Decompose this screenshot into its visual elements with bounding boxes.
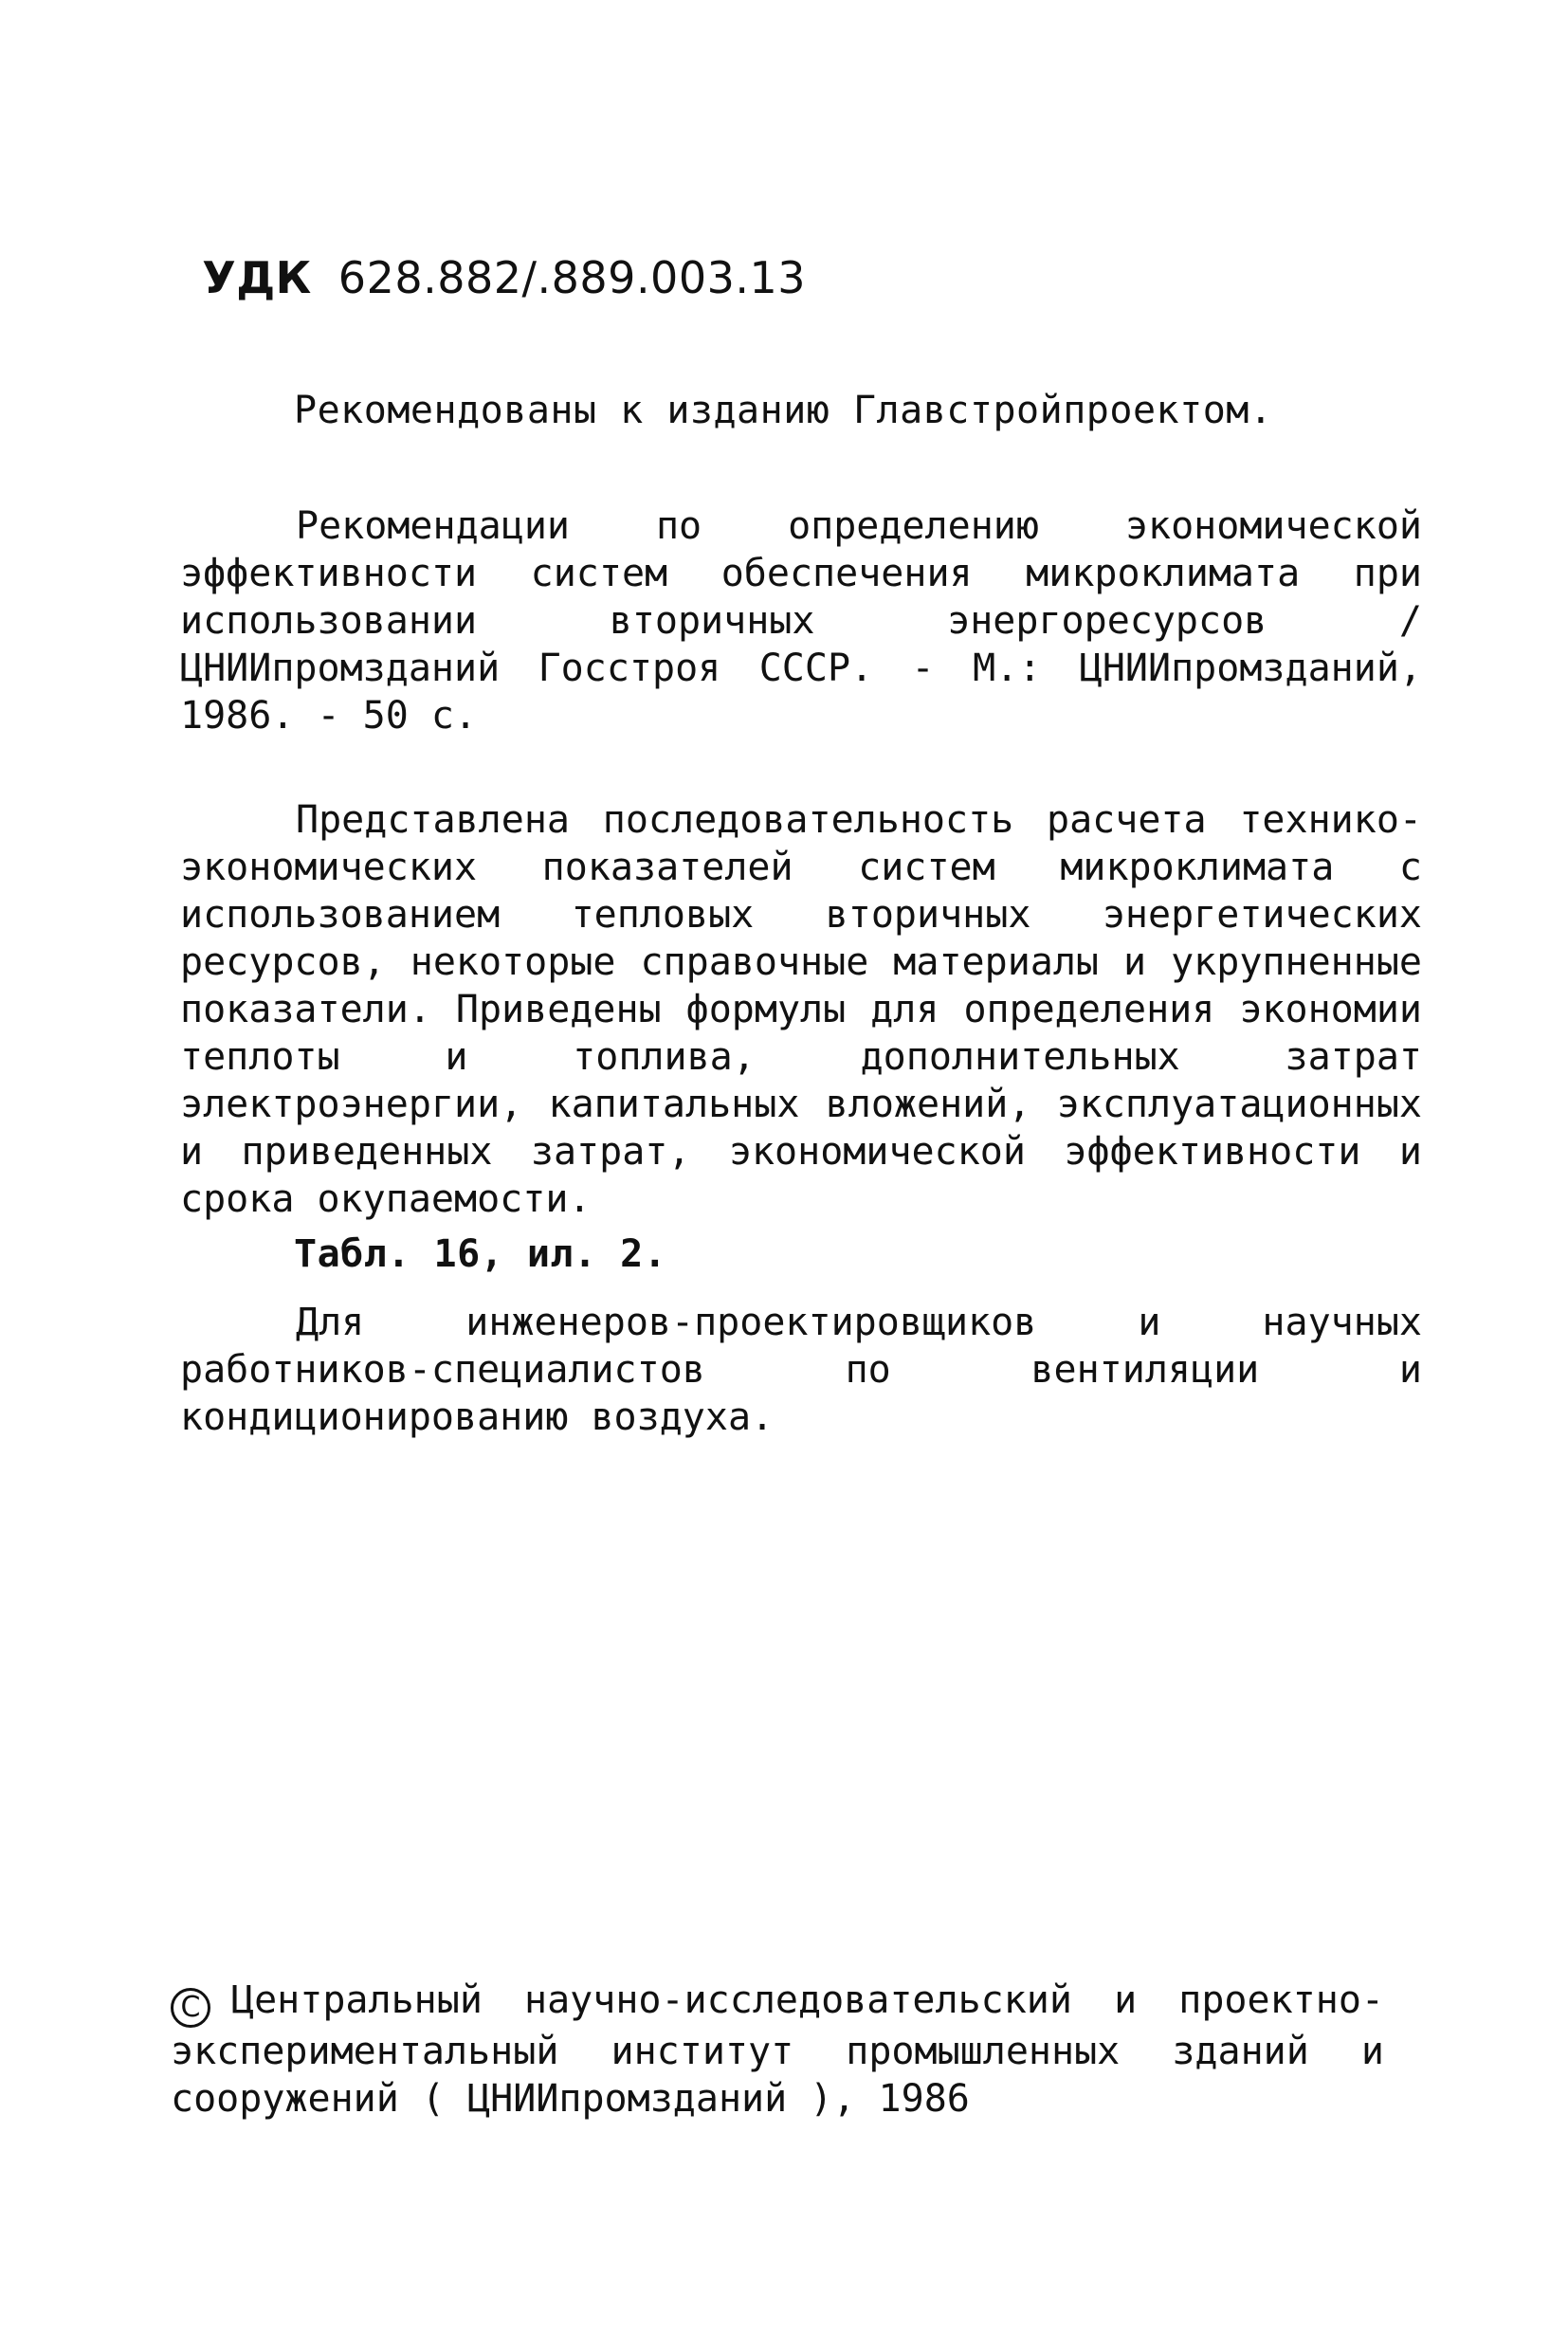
udk-label: УДК [202,252,312,303]
abstract-text: Представлена последовательность расчета технико-экономических показателей систем микроклимата с использованием тепловых вторичных энергетических ресурсов, некоторые справочные материалы и укрупненные показатели. Приведены формулы для определения экономии теплоты и топлива, дополнительных затрат электроэнергии, капитальных вложений, эксплуатационных и приведенных затрат, экономической эффективности и срока окупаемости. [180,798,1422,1221]
recommendation-note: Рекомендованы к изданию Главстройпроектом. [294,389,1273,432]
abstract [180,796,1422,1223]
copyright-text: Центральный научно-исследовательский и проектно-экспериментальный институт промышленных зданий и сооружений ( ЦНИИпромзданий ), 1986 [171,1978,1384,2121]
bibliographic-entry-text: Рекомендации по определению экономической эффективности систем обеспечения микроклимата при использовании вторичных энергоресурсов / ЦНИИпромзданий Госстроя СССР. - М.: ЦНИИпромзданий, 1986. - 50 с. [180,504,1422,738]
udk-classification [173,201,806,303]
copyright-notice [171,1977,1384,2123]
audience-text: Для инженеров-проектировщиков и научных работников-специалистов по вентиляции и кондиционированию воздуха. [180,1301,1422,1439]
audience [180,1299,1422,1441]
tables-figures-count: Табл. 16, ил. 2. [294,1232,667,1276]
copyright-icon: C [171,1988,210,2028]
udk-code: 628.882/.889.003.13 [337,252,807,303]
bibliographic-entry [180,502,1422,739]
